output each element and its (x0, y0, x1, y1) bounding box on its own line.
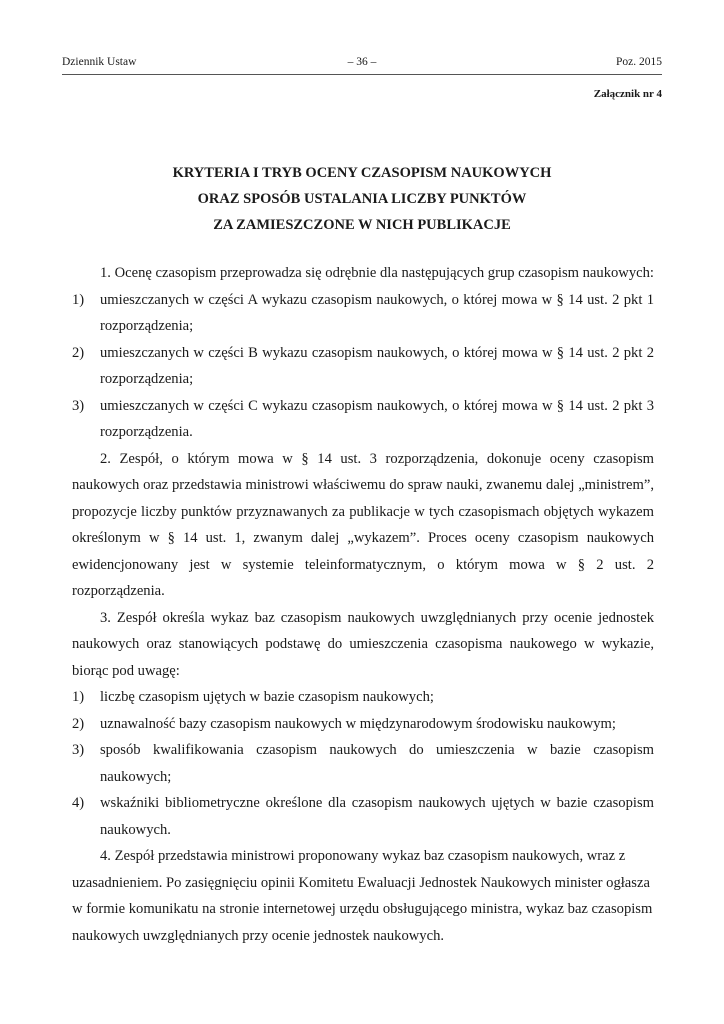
section-2-paragraph: 2. Zespół, o którym mowa w § 14 ust. 3 rozporządzenia, dokonuje oceny czasopism naukowych oraz przedstawia ministrowi właściwemu do spraw nauki, zwanemu dalej „ministrem”, propozycje liczby punktów przyznawanych za publikacje w tych czasopismach objętych wykazem określonym w § 14 ust. 1, zwanym dalej „wykazem”. Proces oceny czasopism naukowych ewidencjonowany jest w systemie teleinformatycznym, o którym mowa w § 2 ust. 2 rozporządzenia. (72, 450, 654, 599)
list-item (72, 287, 654, 340)
list-item (72, 393, 654, 446)
list-item (72, 711, 654, 738)
list-text: umieszczanych w części B wykazu czasopism naukowych, o której mowa w § 14 ust. 2 pkt 2 rozporządzenia; (100, 344, 654, 387)
title-line: ZA ZAMIESZCZONE W NICH PUBLIKACJE (213, 217, 511, 233)
annex-label: Załącznik nr 4 (593, 88, 662, 100)
list-text: umieszczanych w części A wykazu czasopism naukowych, o której mowa w § 14 ust. 2 pkt 1 rozporządzenia; (100, 291, 654, 334)
list-number: 3) (72, 397, 85, 414)
list-number: 1) (72, 291, 85, 308)
title-line: ORAZ SPOSÓB USTALANIA LICZBY PUNKTÓW (197, 191, 527, 207)
document-title (62, 160, 662, 238)
list-number: 2) (72, 344, 85, 361)
list-number: 1) (72, 689, 85, 705)
section-3-intro: 3. Zespół określa wykaz baz czasopism naukowych uwzględnianych przy ocenie jednostek naukowych oraz stanowiących podstawę do umieszczenia czasopisma naukowego w wykazie, biorąc pod uwagę: (72, 609, 654, 679)
list-text: uznawalność bazy czasopism naukowych w międzynarodowym środowisku naukowym; (100, 715, 616, 732)
list-text: liczbę czasopism ujętych w bazie czasopism naukowych; (100, 689, 434, 705)
journal-name: Dziennik Ustaw (62, 56, 137, 68)
list-item (72, 340, 654, 393)
list-text: umieszczanych w części C wykazu czasopism naukowych, o której mowa w § 14 ust. 2 pkt 3 rozporządzenia. (100, 397, 654, 440)
list-number: 2) (72, 715, 85, 732)
page-header (62, 56, 662, 75)
section-1-intro: 1. Ocenę czasopism przeprowadza się odrębnie dla następujących grup czasopism naukowych: (100, 265, 654, 281)
document-body (72, 260, 654, 949)
page-number: – 36 – (347, 56, 377, 68)
list-item (72, 737, 654, 790)
list-number: 3) (72, 742, 85, 758)
title-line: KRYTERIA I TRYB OCENY CZASOPISM NAUKOWYCH (172, 165, 552, 181)
position-number: Poz. 2015 (616, 56, 662, 68)
section-4-paragraph: 4. Zespół przedstawia ministrowi proponowany wykaz baz czasopism naukowych, wraz z uzasadnieniem. Po zasięgnięciu opinii Komitetu Ewaluacji Jednostek Naukowych minister ogłasza w formie komunikatu na stronie internetowej urzędu obsługującego ministra, wykaz baz czasopism naukowych uwzględnianych przy ocenie jednostek naukowych. (72, 848, 653, 944)
list-number: 4) (72, 795, 85, 811)
list-text: wskaźniki bibliometryczne określone dla czasopism naukowych ujętych w bazie czasopism naukowych. (100, 795, 654, 838)
list-item (72, 684, 654, 711)
list-text: sposób kwalifikowania czasopism naukowych do umieszczenia w bazie czasopism naukowych; (100, 742, 654, 785)
list-item (72, 790, 654, 843)
